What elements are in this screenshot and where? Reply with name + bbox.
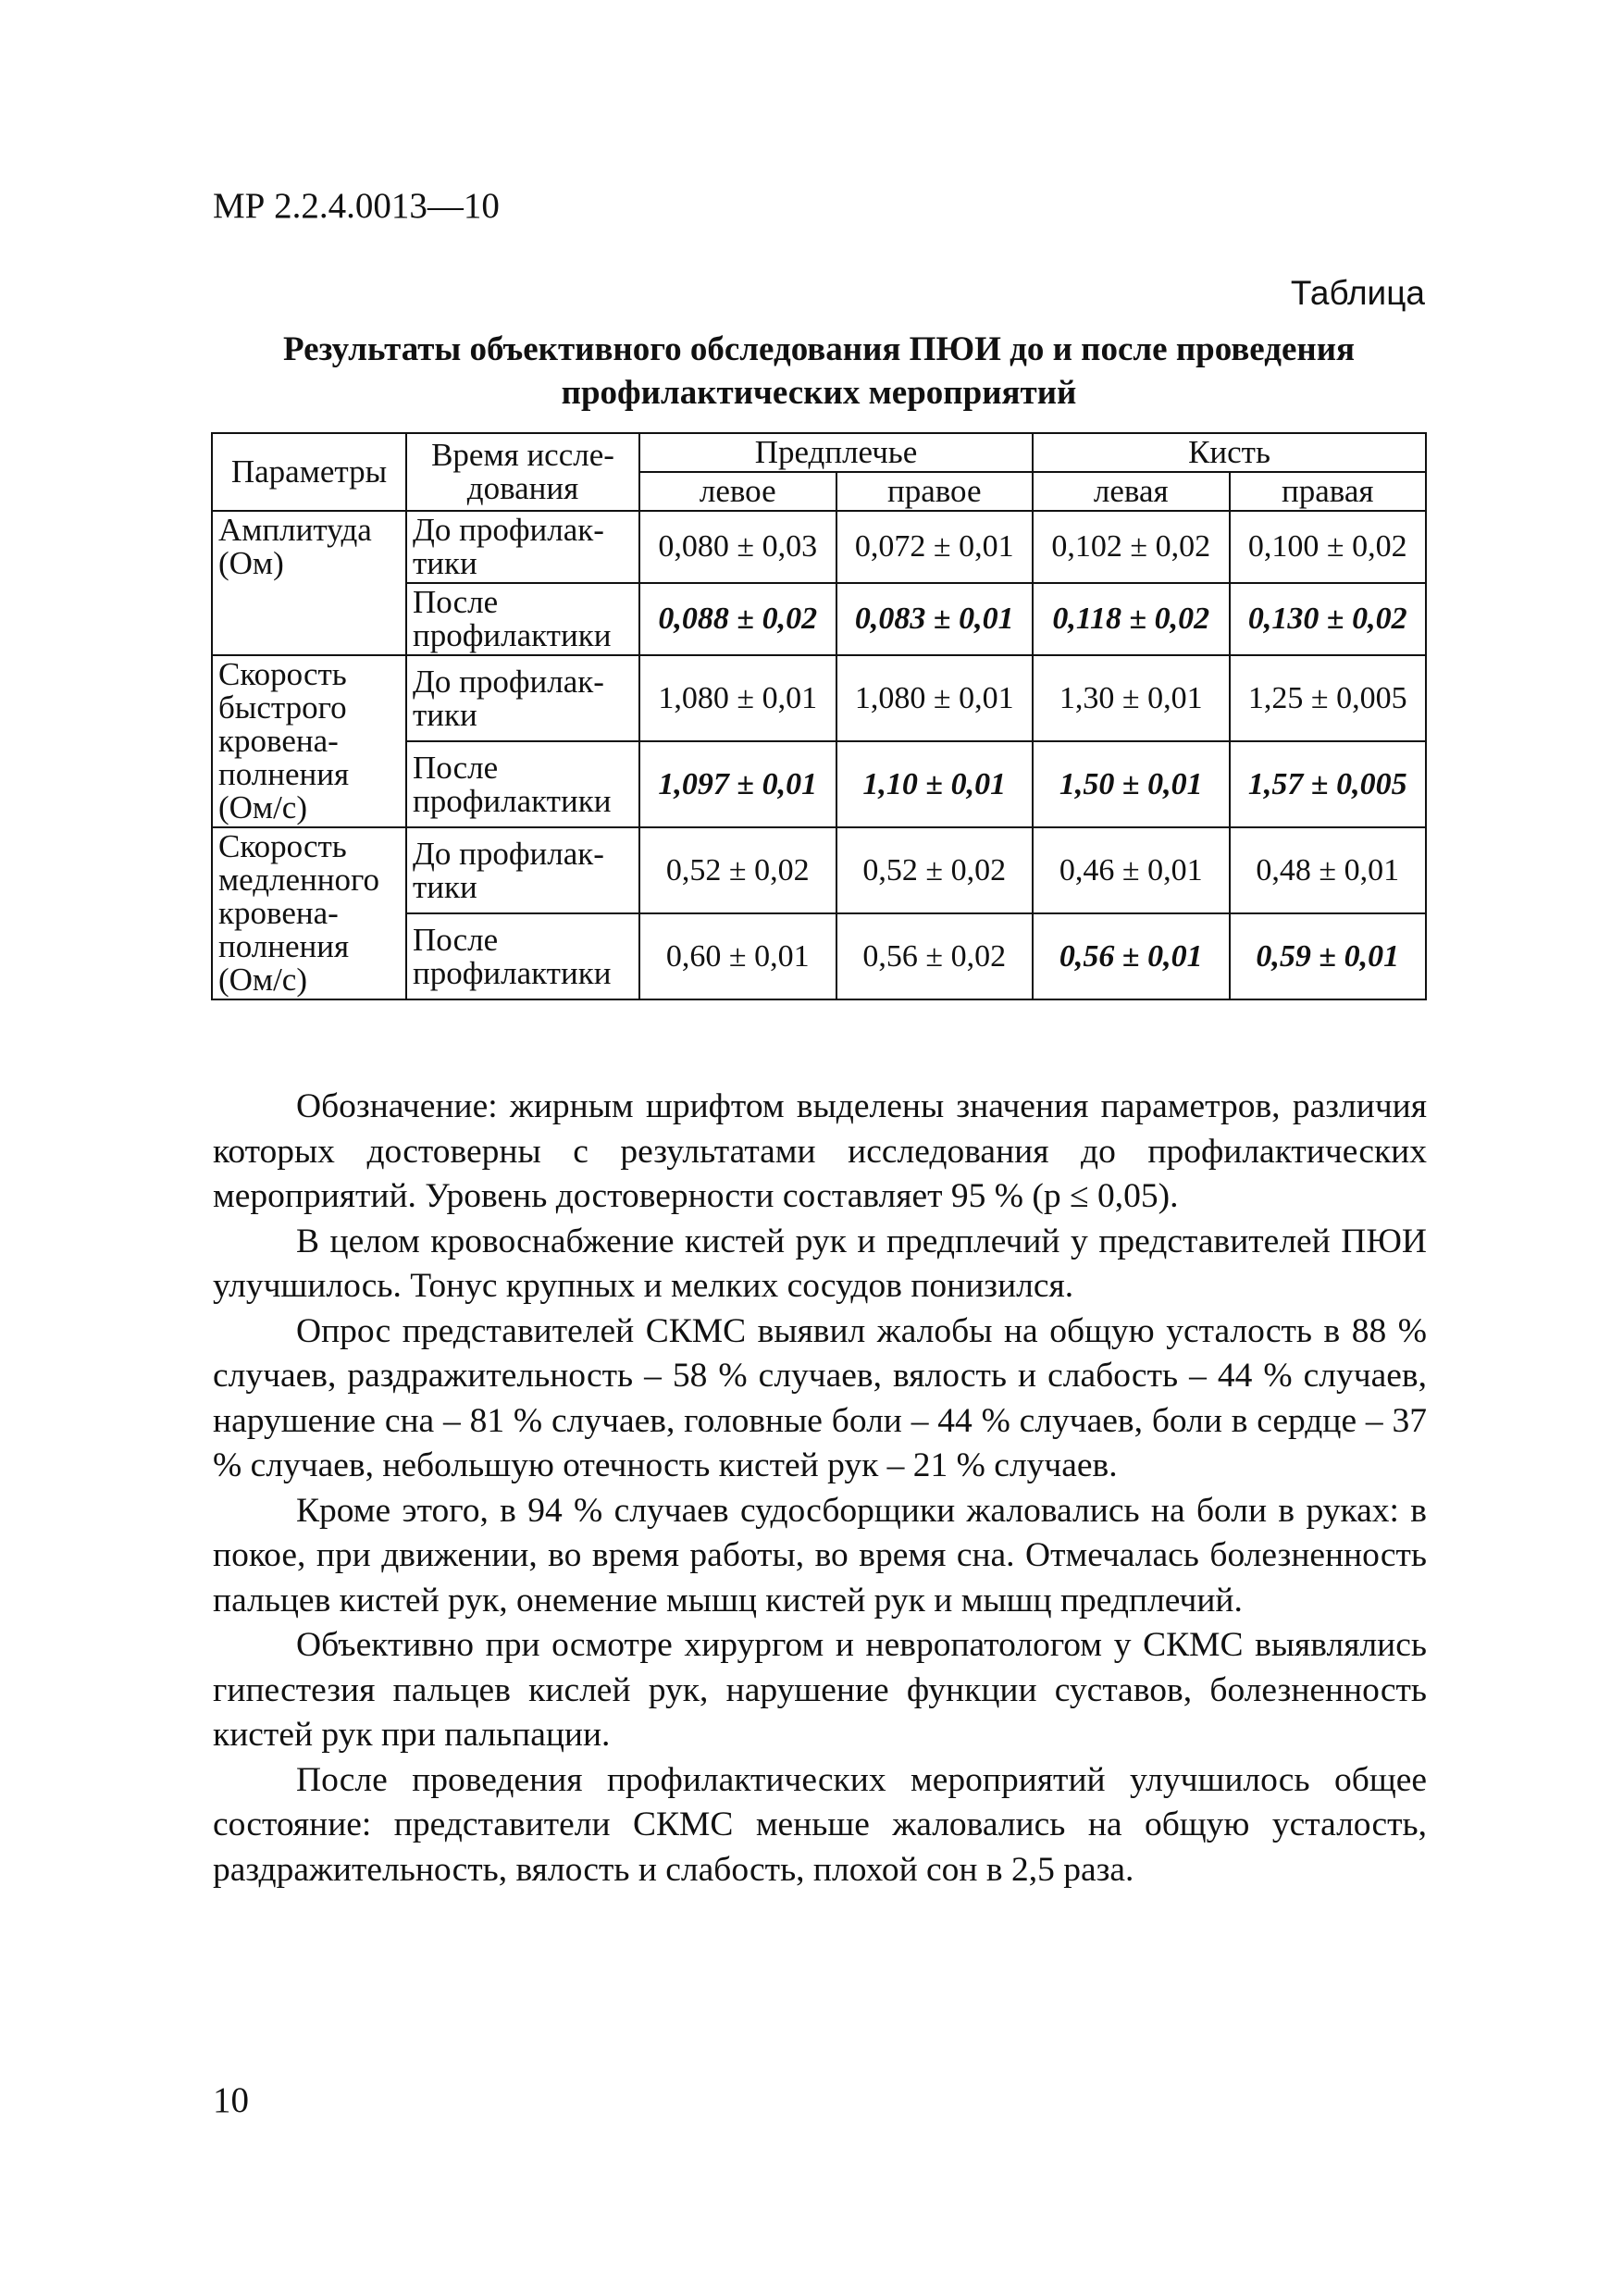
header-forearm: Предплечье <box>639 433 1033 472</box>
time-cell: До профилак-тики <box>406 511 639 583</box>
paragraph: После проведения профилактических мероприятий улучшилось общее состояние: представители СКМС меньше жаловались на общую усталость, раздражительность, вялость и слабость, плохой сон в 2,5 раза. <box>213 1760 1427 1889</box>
value-cell: 1,57 ± 0,005 <box>1230 741 1427 827</box>
table-title: Результаты объективного обследования ПЮИ до и после проведения профилактических мероприятий <box>282 330 1356 412</box>
header-hand: Кисть <box>1033 433 1426 472</box>
value-cell: 0,59 ± 0,01 <box>1230 913 1427 999</box>
paragraph: Объективно при осмотре хирургом и невропатологом у СКМС выявлялись гипестезия пальцев кислей рук, нарушение функции суставов, болезненность кистей рук при пальпации. <box>213 1626 1427 1754</box>
value-cell: 0,118 ± 0,02 <box>1033 583 1230 655</box>
subheader-right-hand: правая <box>1230 472 1427 511</box>
table-header-row <box>212 433 1426 472</box>
value-cell: 1,30 ± 0,01 <box>1033 655 1230 741</box>
time-cell: После профилактики <box>406 741 639 827</box>
value-cell: 0,52 ± 0,02 <box>836 827 1034 913</box>
table-label: Таблица <box>1290 274 1425 312</box>
value-cell: 0,083 ± 0,01 <box>836 583 1034 655</box>
subheader-left-hand: левая <box>1033 472 1230 511</box>
value-cell: 1,50 ± 0,01 <box>1033 741 1230 827</box>
value-cell: 0,56 ± 0,01 <box>1033 913 1230 999</box>
time-cell: До профилак-тики <box>406 655 639 741</box>
paragraph: Кроме этого, в 94 % случаев судосборщики жаловались на боли в руках: в покое, при движении, во время работы, во время сна. Отмечалась болезненность пальцев кистей рук, онемение мышц кистей рук и мышц предплечий. <box>213 1491 1427 1620</box>
header-params: Параметры <box>212 433 406 511</box>
value-cell: 1,25 ± 0,005 <box>1230 655 1427 741</box>
value-cell: 0,100 ± 0,02 <box>1230 511 1427 583</box>
note-paragraph: Обозначение: жирным шрифтом выделены значения параметров, различия которых достоверны с результатами исследования до профилактических мероприятий. Уровень достоверности составляет 95 % (р ≤ 0,05). <box>213 1087 1427 1215</box>
value-cell: 0,102 ± 0,02 <box>1033 511 1230 583</box>
time-cell: После профилактики <box>406 913 639 999</box>
header-time: Время иссле-дования <box>406 433 639 511</box>
value-cell: 0,48 ± 0,01 <box>1230 827 1427 913</box>
value-cell: 0,080 ± 0,03 <box>639 511 836 583</box>
value-cell: 1,10 ± 0,01 <box>836 741 1034 827</box>
table-row <box>212 511 1426 583</box>
subheader-left-forearm: левое <box>639 472 836 511</box>
paragraph: Опрос представителей СКМС выявил жалобы на общую усталость в 88 % случаев, раздражительность – 58 % случаев, вялость и слабость – 44 % случаев, нарушение сна – 81 % случаев, головные боли – 44 % случаев, боли в сердце – 37 % случаев, небольшую отечность кистей рук – 21 % случаев. <box>213 1311 1427 1484</box>
value-cell: 0,130 ± 0,02 <box>1230 583 1427 655</box>
body-text <box>213 1085 1427 1893</box>
value-cell: 0,52 ± 0,02 <box>639 827 836 913</box>
table-row <box>212 655 1426 741</box>
value-cell: 1,080 ± 0,01 <box>639 655 836 741</box>
param-amplitude: Амплитуда (Ом) <box>212 511 406 655</box>
value-cell: 0,46 ± 0,01 <box>1033 827 1230 913</box>
table-row <box>212 827 1426 913</box>
value-cell: 0,56 ± 0,02 <box>836 913 1034 999</box>
value-cell: 0,072 ± 0,01 <box>836 511 1034 583</box>
subheader-right-forearm: правое <box>836 472 1034 511</box>
document-code: МР 2.2.4.0013—10 <box>213 186 500 226</box>
param-fast-filling: Скорость быстрого кровена-полнения (Ом/с) <box>212 655 406 827</box>
value-cell: 1,080 ± 0,01 <box>836 655 1034 741</box>
param-slow-filling: Скорость медленного кровена-полнения (Ом/с) <box>212 827 406 999</box>
value-cell: 0,088 ± 0,02 <box>639 583 836 655</box>
time-cell: До профилак-тики <box>406 827 639 913</box>
time-cell: После профилактики <box>406 583 639 655</box>
paragraph: В целом кровоснабжение кистей рук и предплечий у представителей ПЮИ улучшилось. Тонус крупных и мелких сосудов понизился. <box>213 1222 1427 1305</box>
results-table <box>211 432 1427 1000</box>
value-cell: 1,097 ± 0,01 <box>639 741 836 827</box>
page-number: 10 <box>213 2080 249 2120</box>
value-cell: 0,60 ± 0,01 <box>639 913 836 999</box>
